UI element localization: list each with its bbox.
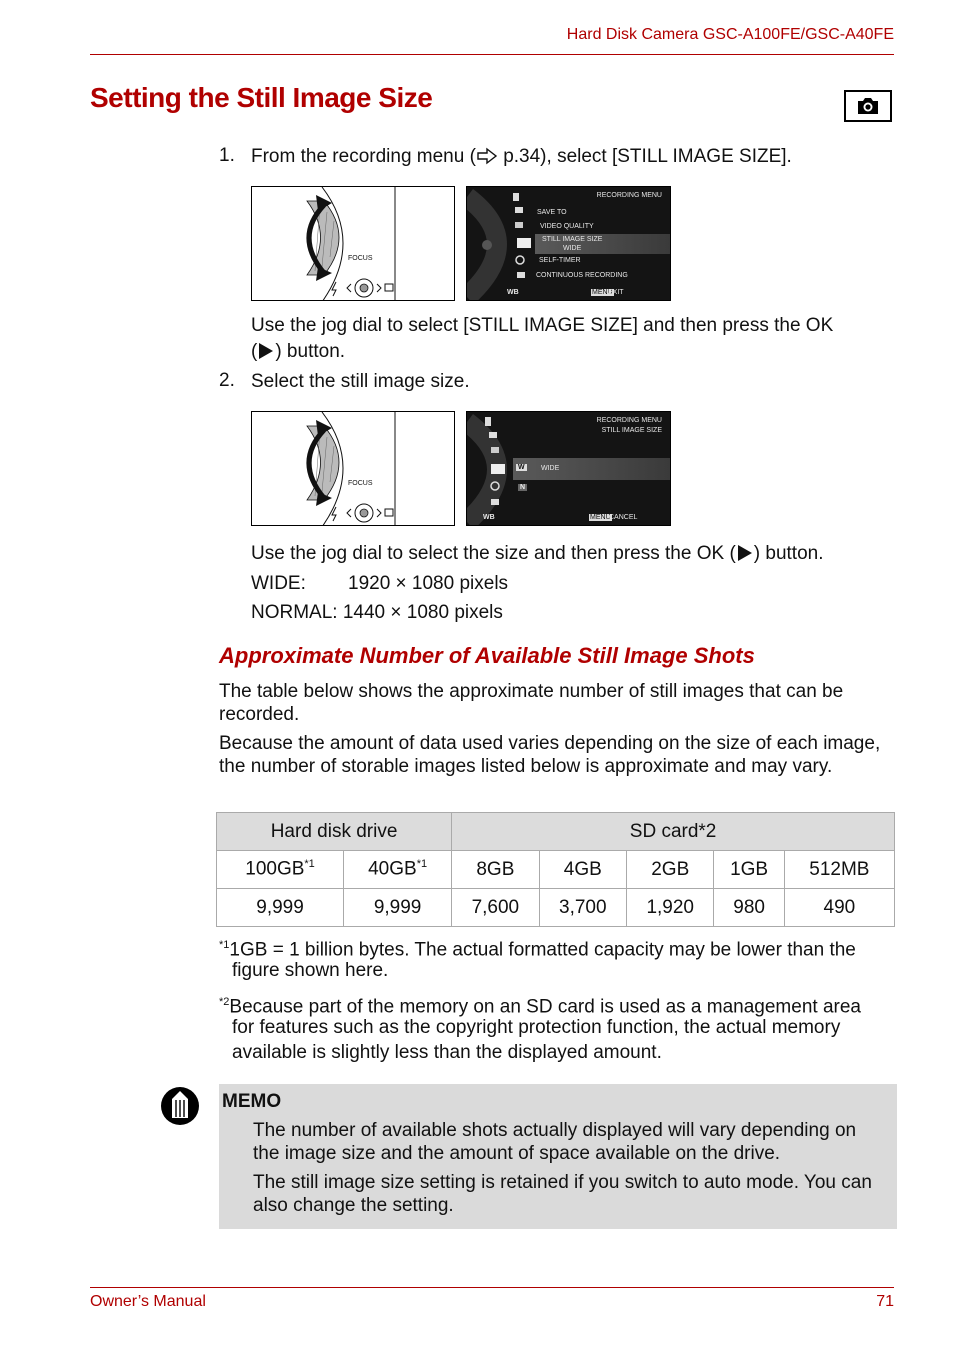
menu-item: SELF-TIMER <box>539 257 581 264</box>
footer-manual-title: Owner’s Manual <box>90 1293 206 1310</box>
memo-paragraph-2: The still image size setting is retained if you switch to auto mode. You can also change the setting. <box>253 1172 872 1216</box>
table-cell: 7,600 <box>452 889 539 927</box>
normal-option-icon: N <box>520 484 526 491</box>
step-1-text-after: p.34), select [STILL IMAGE SIZE]. <box>497 146 792 167</box>
table-cell: 9,999 <box>344 889 452 927</box>
step-2-note-before: Use the jog dial to select the size and then press the OK ( <box>251 543 736 564</box>
footnote-1-mark: *1 <box>219 939 230 951</box>
step-1-note-open: ( <box>251 341 258 362</box>
table-group-header-row <box>217 813 895 851</box>
col-header: 2GB <box>627 851 714 889</box>
col-header: 1GB <box>714 851 784 889</box>
still-image-size-screen <box>466 411 671 526</box>
wide-option-icon: W <box>518 464 525 471</box>
normal-line: NORMAL: 1440 × 1080 pixels <box>251 602 503 623</box>
running-header: Hard Disk Camera GSC-A100FE/GSC-A40FE <box>566 26 894 43</box>
shots-table <box>216 812 895 927</box>
step-2-text: Select the still image size. <box>251 371 470 392</box>
menu-key: MENU <box>592 289 613 296</box>
wb-label: WB <box>507 289 519 296</box>
table-cell: 1,920 <box>627 889 714 927</box>
page-number: 71 <box>876 1293 894 1310</box>
arrow-right-icon <box>476 147 498 171</box>
memo-title: MEMO <box>222 1091 282 1112</box>
focus-label: FOCUS <box>348 255 373 262</box>
memo-box <box>219 1084 897 1229</box>
menu-item: VIDEO QUALITY <box>540 223 594 230</box>
col-header: 4GB <box>539 851 626 889</box>
menu-exit-label: EXIT <box>608 289 624 296</box>
col-header: 512MB <box>784 851 894 889</box>
footer-rule <box>90 1287 894 1288</box>
hdd-group-header: Hard disk drive <box>217 813 452 851</box>
footnote-2-line-2: for features such as the copyright protection function, the actual memory <box>232 1017 841 1038</box>
menu-subtitle: STILL IMAGE SIZE <box>601 427 662 434</box>
step-1-text <box>251 145 792 171</box>
jog-dial-figure-1 <box>251 186 455 301</box>
footnote-2-mark: *2 <box>219 996 230 1008</box>
menu-item-value: WIDE <box>563 245 582 252</box>
step-2-number: 2. <box>219 370 235 391</box>
subsection-title: Approximate Number of Available Still Image Shots <box>219 643 755 668</box>
menu-title: RECORDING MENU <box>596 192 662 199</box>
table-cell: 9,999 <box>217 889 344 927</box>
wb-label: WB <box>483 514 495 521</box>
option-highlight <box>513 458 671 480</box>
footnote-1-line-1: 1GB = 1 billion bytes. The actual formatted capacity may be lower than the <box>229 939 856 961</box>
menu-title: RECORDING MENU <box>596 417 662 424</box>
step-2-note <box>251 542 824 565</box>
col-header: 8GB <box>452 851 539 889</box>
footnote-2-line-3: available is slightly less than the displayed amount. <box>232 1042 662 1063</box>
memo-paragraph-1: The number of available shots actually displayed will vary depending on the image size and the amount of space available on the drive. <box>253 1120 857 1164</box>
menu-item-selected: STILL IMAGE SIZE <box>542 236 603 243</box>
step-1-number: 1. <box>219 145 235 166</box>
menu-item: CONTINUOUS RECORDING <box>536 272 628 279</box>
sd-group-header: SD card*2 <box>452 813 895 851</box>
paragraph-2: Because the amount of data used varies depending on the size of each image, the number of storable images listed below is approximate and may vary. <box>219 733 881 777</box>
section-title: Setting the Still Image Size <box>90 82 433 113</box>
wide-label: WIDE: <box>251 573 306 594</box>
table-cell: 3,700 <box>539 889 626 927</box>
step-1-text-before: From the recording menu ( <box>251 146 476 167</box>
focus-label: FOCUS <box>348 480 373 487</box>
col-header: 100GB$^{*1}$ <box>217 851 344 889</box>
table-cell: 490 <box>784 889 894 927</box>
header-rule <box>90 54 894 55</box>
menu-cancel-label: CANCEL <box>609 514 638 521</box>
step-2-note-after: ) button. <box>753 543 824 564</box>
paragraph-1: The table below shows the approximate number of still images that can be recorded. <box>219 681 844 725</box>
table-header-row <box>217 851 895 889</box>
footnote-2-line-1: Because part of the memory on an SD card is used as a management area <box>229 996 861 1018</box>
menu-item: SAVE TO <box>537 209 567 216</box>
recording-menu-screen <box>466 186 671 301</box>
col-header: 40GB$^{*1}$ <box>344 851 452 889</box>
play-icon <box>738 545 752 561</box>
jog-dial-figure-2 <box>251 411 455 526</box>
play-icon <box>259 343 273 359</box>
table-row <box>217 889 895 927</box>
pencil-icon <box>160 1086 200 1126</box>
camera-icon <box>844 90 892 122</box>
menu-key: MENU <box>590 514 611 521</box>
wide-option: WIDE <box>541 465 560 472</box>
step-1-note-line-1: Use the jog dial to select [STILL IMAGE SIZE] and then press the OK <box>251 315 834 336</box>
wide-value: 1920 × 1080 pixels <box>348 573 509 594</box>
step-1-note-line-2 <box>251 340 345 363</box>
footnote-1-cont: figure shown here. <box>232 960 389 981</box>
step-1-note-close: ) button. <box>275 341 346 362</box>
table-cell: 980 <box>714 889 784 927</box>
